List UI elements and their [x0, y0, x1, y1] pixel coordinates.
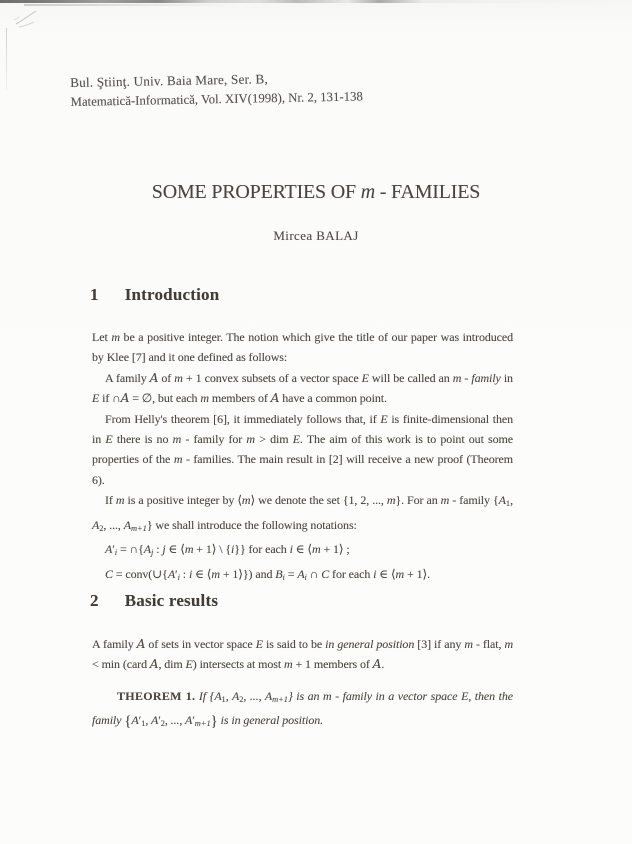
text-segment: members of: [208, 391, 271, 406]
text-segment: If {: [195, 688, 215, 703]
text-segment: if ∩: [99, 391, 121, 406]
text-segment: of sets in vector space: [145, 637, 256, 651]
text-segment: i: [304, 572, 307, 582]
text-segment: m+1: [130, 523, 147, 533]
text-segment: . The aim of this work is to point out some properties of the: [92, 432, 513, 467]
text-segment: , ...,: [164, 713, 185, 728]
text-segment: A: [498, 493, 506, 508]
text-segment: }: [210, 713, 218, 730]
text-segment: B: [275, 566, 283, 581]
text-segment: Let: [92, 330, 112, 344]
text-segment: E: [105, 432, 113, 447]
text-segment: A: [136, 637, 146, 651]
text-segment: ∩: [306, 566, 322, 581]
text-segment: A: [232, 688, 240, 703]
paragraph-m-family-definition: [92, 368, 513, 409]
text-segment: m: [211, 566, 220, 581]
text-segment: C: [105, 566, 113, 581]
text-segment: A: [105, 542, 113, 557]
text-segment: E: [255, 637, 263, 651]
text-segment: A: [270, 391, 280, 406]
text-segment: E: [92, 391, 100, 406]
text-segment: will be called an: [368, 370, 453, 385]
text-segment: THEOREM 1.: [117, 688, 196, 703]
text-segment: ′: [112, 542, 115, 557]
text-segment: , ...,: [243, 688, 265, 703]
text-segment: [3] if any: [414, 637, 465, 651]
author-name: Mircea BALAJ: [273, 228, 359, 243]
text-segment: E: [185, 657, 193, 672]
text-segment: } is an: [287, 688, 323, 703]
text-segment: {: [124, 713, 132, 730]
text-segment: A family: [92, 637, 137, 651]
text-segment: i: [373, 566, 377, 581]
text-segment: j: [151, 548, 154, 558]
text-segment: i: [114, 548, 118, 558]
text-segment: m: [464, 637, 473, 651]
text-segment: ′: [192, 713, 195, 728]
text-segment: m: [395, 566, 405, 581]
text-segment: ∈ ⟨: [192, 566, 212, 581]
text-segment: - family in a vector space: [331, 688, 462, 703]
text-segment: for each: [329, 566, 374, 581]
text-segment: m: [174, 370, 183, 385]
text-segment: , dim: [158, 657, 186, 672]
section-2-body: [92, 634, 513, 735]
text-segment: A family: [105, 370, 150, 385]
text-segment: :: [153, 542, 163, 557]
text-segment: have a common point.: [279, 391, 387, 406]
text-segment: } we shall introduce the following notations:: [146, 517, 357, 532]
text-segment: ∈ ⟨: [376, 566, 396, 581]
text-segment: E: [461, 688, 469, 703]
text-segment: is said to be: [262, 637, 326, 651]
scan-edge-artifact-2: [24, 4, 234, 6]
text-segment: :: [179, 566, 189, 581]
text-segment: A: [372, 657, 382, 672]
text-segment: m - family: [452, 370, 501, 385]
text-segment: A: [150, 713, 159, 728]
text-segment: ∈ ⟨: [292, 542, 312, 557]
notation-formula-1: [92, 539, 513, 564]
text-segment: m+1: [272, 694, 288, 704]
text-segment: A: [149, 657, 159, 672]
text-segment: A: [131, 713, 139, 728]
text-segment: 1: [505, 499, 511, 509]
text-segment: i: [231, 542, 235, 557]
text-segment: E: [361, 370, 369, 385]
text-segment: A: [185, 713, 193, 728]
text-segment: i: [289, 542, 293, 557]
text-segment: m: [311, 542, 321, 557]
text-segment: m: [246, 432, 255, 447]
text-segment: - families. The main result in [2] will receive a new proof (Theorem 6).: [92, 452, 514, 487]
text-segment: m: [200, 391, 209, 406]
text-segment: - family for: [181, 432, 247, 447]
text-segment: A: [297, 566, 305, 581]
text-segment: A: [264, 688, 273, 703]
text-segment: =: [284, 566, 298, 581]
text-segment: + 1⟩ ;: [320, 542, 350, 557]
text-segment: m: [284, 657, 293, 672]
paper-title: [0, 181, 632, 204]
text-segment: If: [105, 493, 116, 508]
text-segment: E: [380, 411, 388, 426]
text-segment: ,: [510, 493, 513, 508]
scan-left-streak: [6, 28, 7, 90]
text-segment: m: [115, 493, 125, 508]
text-segment: is a positive integer by ⟨: [124, 493, 242, 508]
text-segment: ) intersects at most: [192, 657, 284, 672]
text-segment: A: [167, 566, 176, 581]
section-number: 2: [90, 591, 99, 610]
text-segment: + 1 members of: [292, 657, 373, 672]
theorem-1: [92, 686, 513, 735]
text-segment: - family {: [449, 493, 499, 508]
notation-formula-2: [92, 564, 513, 589]
section-heading-introduction: [90, 285, 219, 305]
text-segment: = conv(∪{: [112, 566, 168, 581]
section-title: Introduction: [124, 285, 220, 304]
journal-line-2: Matematică-Informatică, Vol. XIV(1998), Nr. 2, 131-138: [70, 88, 363, 109]
text-segment: 1: [141, 719, 146, 729]
text-segment: > dim: [254, 432, 293, 447]
journal-reference: [70, 68, 363, 111]
text-segment: in general position: [325, 637, 415, 651]
text-segment: + 1⟩}) and: [219, 566, 276, 581]
section-title: Basic results: [124, 591, 219, 610]
text-segment: , then the family: [92, 688, 513, 728]
text-segment: m+1: [194, 719, 211, 729]
text-segment: m: [386, 493, 396, 508]
text-segment: , ...,: [103, 517, 124, 532]
text-segment: A: [120, 391, 130, 406]
text-segment: - FAMILIES: [374, 181, 481, 203]
pencil-mark: [10, 8, 52, 34]
text-segment: be a positive integer. The notion which give the title of our paper was introduced by Klee [7] and it one defined as follows:: [92, 330, 513, 365]
text-segment: 1: [221, 694, 226, 704]
text-segment: j: [162, 542, 166, 557]
text-segment: in: [500, 370, 513, 385]
text-segment: = ∩{: [117, 542, 144, 557]
paragraph-general-position: [92, 634, 513, 675]
text-segment: A: [214, 688, 222, 703]
text-segment: }} for each: [234, 542, 290, 557]
text-segment: m: [172, 432, 182, 447]
text-segment: there is no: [112, 432, 173, 447]
text-segment: m: [360, 181, 375, 203]
text-segment: From Helly's theorem [6], it immediately follows that, if: [105, 411, 381, 426]
text-segment: .: [381, 657, 385, 672]
text-segment: i: [188, 566, 193, 581]
text-segment: 2: [160, 719, 165, 729]
paragraph-definition-intro: [92, 327, 513, 368]
text-segment: A: [143, 542, 152, 557]
text-segment: ′: [138, 713, 142, 728]
text-segment: ,: [225, 688, 232, 703]
text-segment: i: [177, 572, 180, 582]
text-segment: + 1⟩.: [404, 566, 430, 581]
text-segment: m: [440, 493, 450, 508]
text-segment: + 1 convex subsets of a vector space: [182, 370, 362, 385]
text-segment: C: [321, 566, 330, 581]
text-segment: 2: [239, 694, 244, 704]
paragraph-helly-theorem: [92, 409, 513, 491]
text-segment: ⟩ we denote the set {1, 2, ...,: [250, 493, 387, 508]
text-segment: A: [92, 517, 100, 532]
text-segment: ′: [175, 566, 178, 581]
text-segment: ∈ ⟨: [165, 542, 185, 557]
text-segment: i: [282, 572, 285, 582]
section-1-body: [92, 327, 513, 588]
text-segment: A: [123, 517, 131, 532]
text-segment: = ∅, but each: [129, 391, 201, 406]
text-segment: + 1⟩ \ {: [193, 542, 232, 557]
text-segment: E: [292, 432, 300, 447]
text-segment: is in general position.: [217, 713, 324, 728]
text-segment: A: [149, 370, 159, 385]
journal-line-1: Bul. Ştiinţ. Univ. Baia Mare, Ser. B,: [70, 71, 269, 90]
text-segment: }. For an: [395, 493, 441, 508]
text-segment: is finite-dimensional then in: [92, 411, 513, 447]
text-segment: ′: [158, 713, 161, 728]
text-segment: ,: [145, 713, 151, 728]
text-segment: m: [173, 452, 183, 467]
text-segment: m: [111, 330, 120, 344]
text-segment: m: [322, 688, 332, 703]
text-segment: 2: [99, 523, 104, 533]
text-segment: of: [158, 370, 175, 385]
scan-edge-artifact: [0, 0, 632, 3]
text-segment: m: [241, 493, 251, 508]
paragraph-notations-intro: [92, 490, 513, 539]
text-segment: m: [184, 542, 194, 557]
text-segment: SOME PROPERTIES OF: [151, 181, 361, 203]
text-segment: < min (card: [92, 657, 150, 672]
section-heading-basic-results: [90, 591, 218, 611]
section-number: 1: [90, 285, 99, 304]
text-segment: - flat,: [472, 637, 505, 651]
text-segment: m: [504, 637, 514, 651]
